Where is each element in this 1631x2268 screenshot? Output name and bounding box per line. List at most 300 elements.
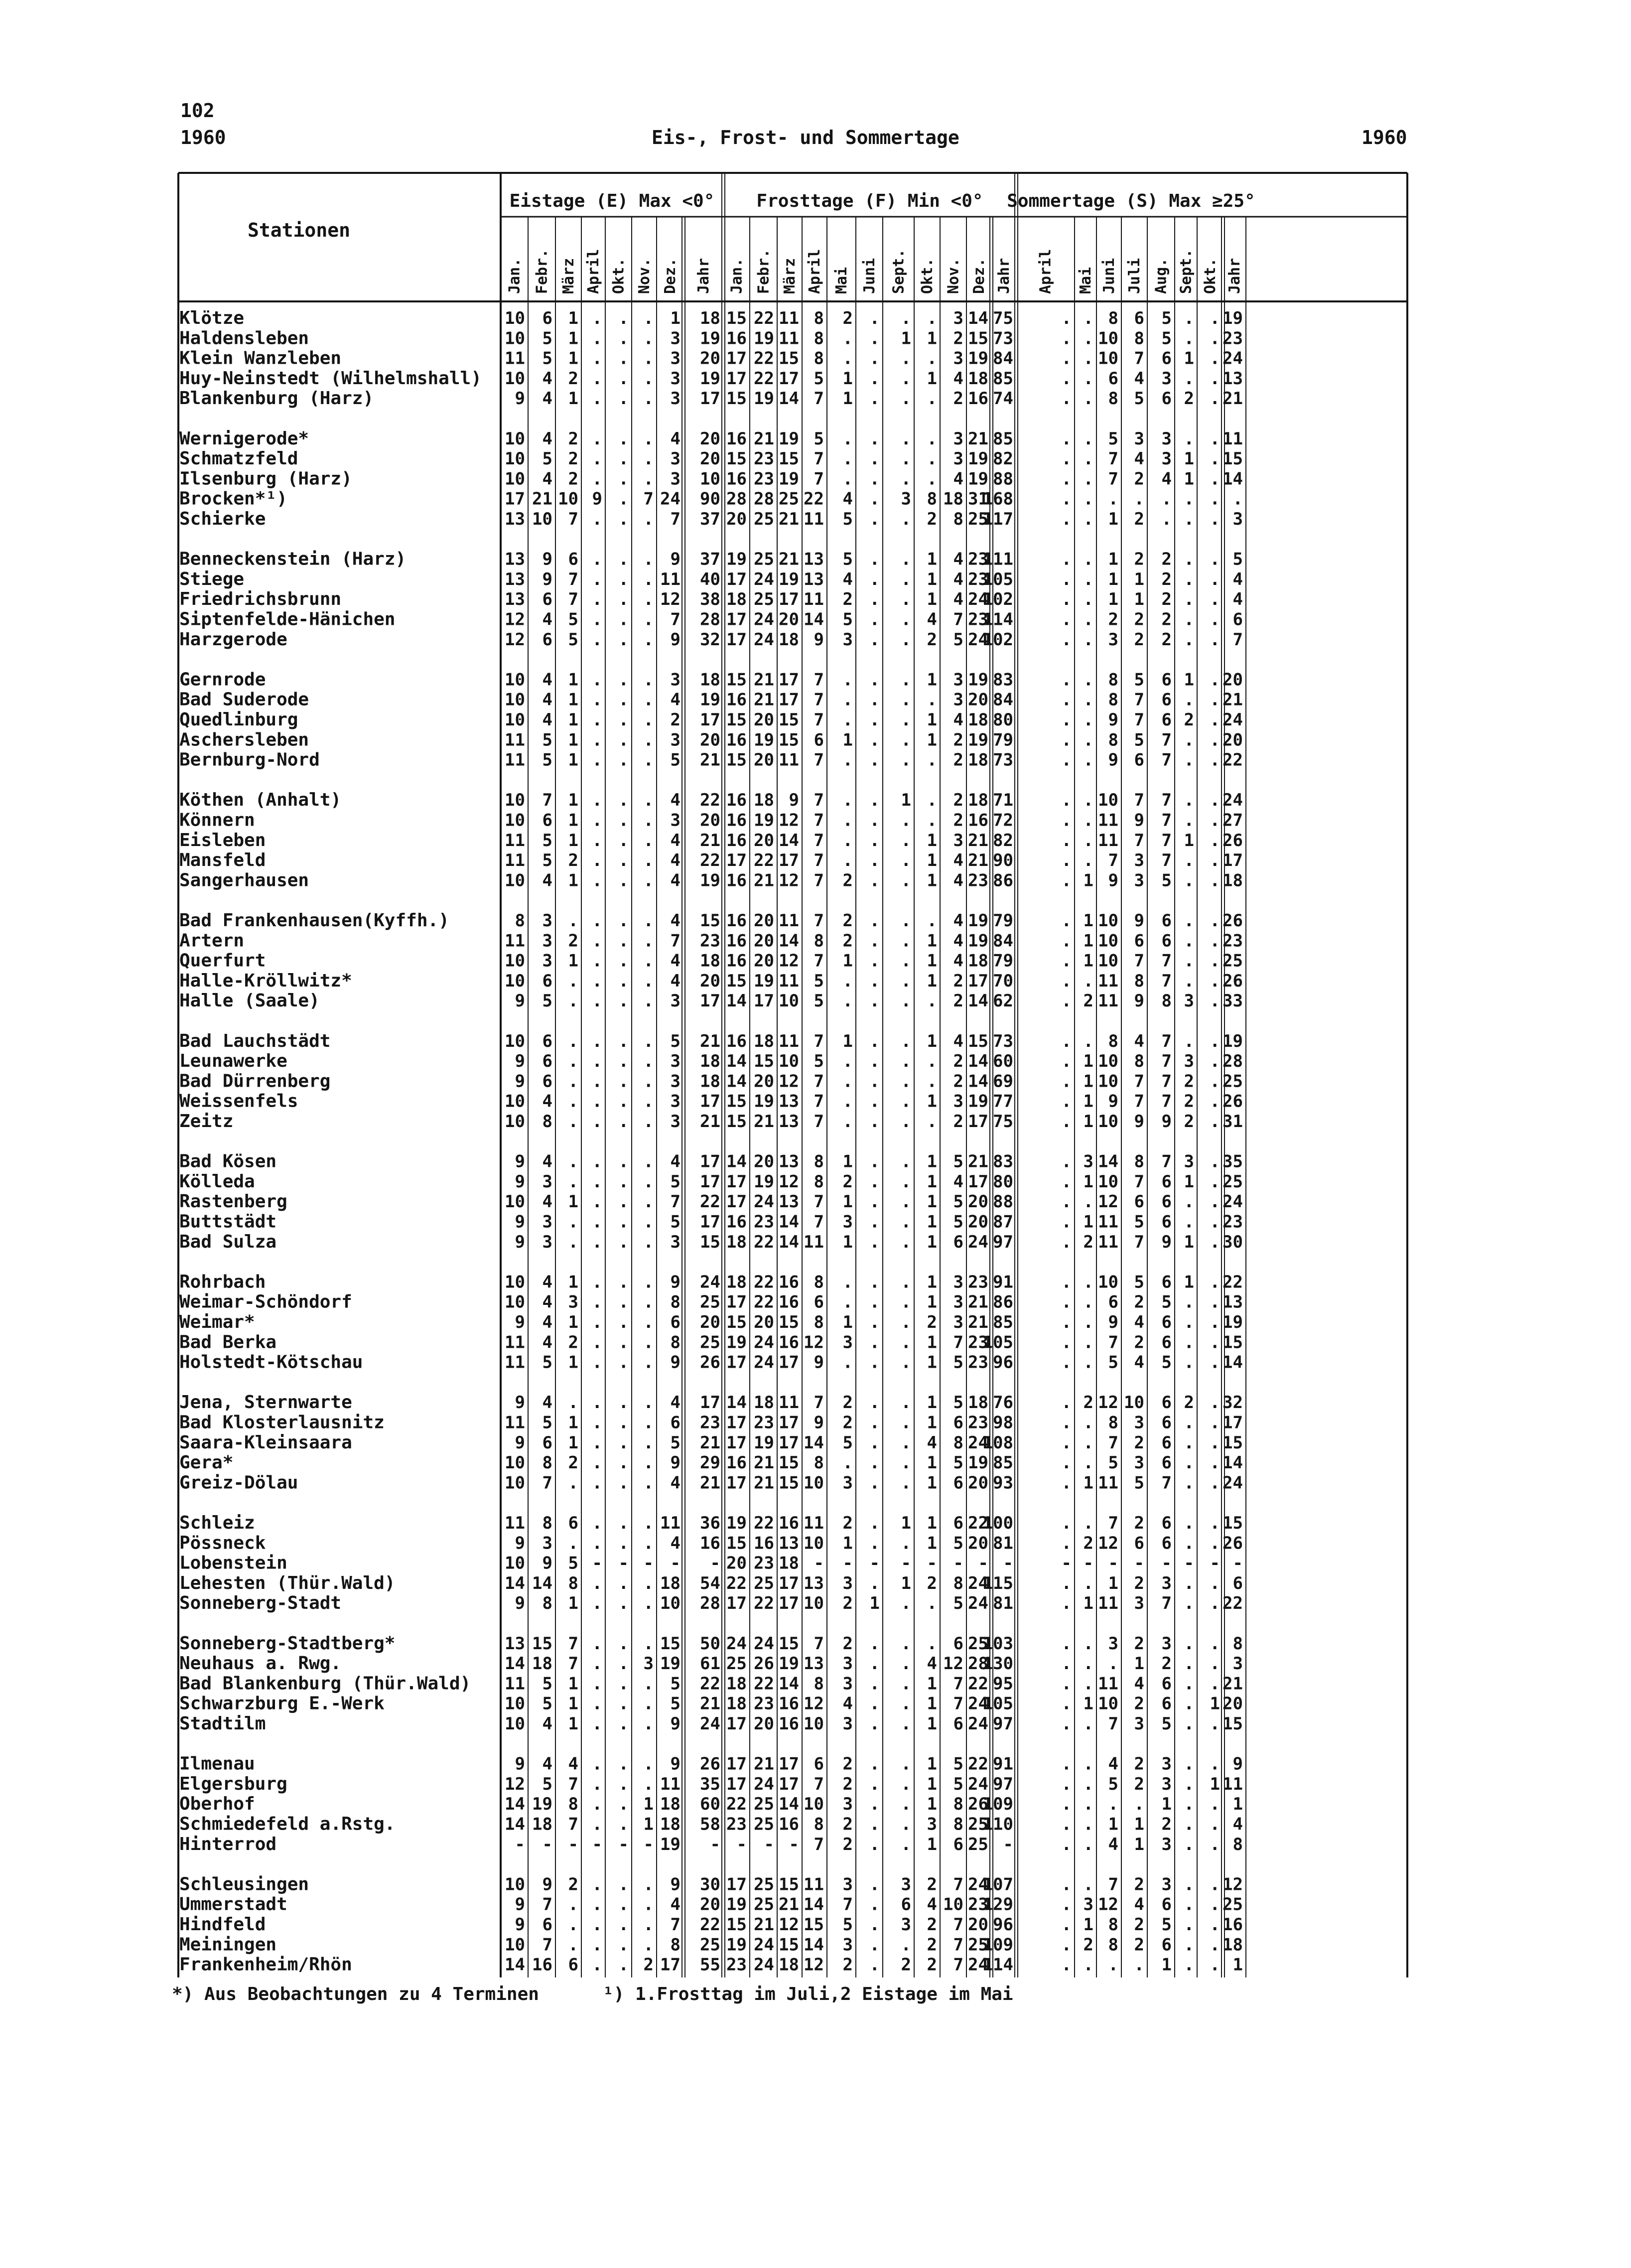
table-cell: 16 — [1223, 1915, 1243, 1935]
table-cell: 3 — [670, 1051, 680, 1072]
table-cell: 108 — [982, 1432, 1013, 1453]
table-cell: . — [869, 1814, 880, 1835]
table-cell: 4 — [1232, 569, 1243, 589]
table-cell: . — [618, 489, 629, 509]
table-cell: . — [1210, 810, 1220, 831]
table-cell: . — [1061, 1112, 1072, 1132]
table-cell: 8 — [568, 1573, 578, 1593]
table-cell: 1 — [927, 850, 937, 871]
table-cell: 17 — [726, 569, 747, 589]
table-cell: 6 — [542, 589, 552, 610]
table-cell: 5 — [1108, 1453, 1118, 1473]
table-cell: 7 — [542, 790, 552, 811]
table-cell: 54 — [700, 1573, 720, 1593]
table-cell: 2 — [1161, 1654, 1172, 1674]
table-cell: 23 — [968, 1894, 988, 1915]
table-cell: 71 — [993, 790, 1013, 811]
table-cell: . — [568, 1171, 578, 1192]
table-cell: 1 — [927, 1151, 937, 1172]
table-cell: 25 — [754, 1814, 774, 1835]
table-cell: . — [1083, 428, 1093, 449]
table-cell: 9 — [515, 1533, 525, 1554]
table-cell: 6 — [1161, 1894, 1172, 1915]
table-cell: 105 — [982, 1694, 1013, 1714]
table-cell: 2 — [1083, 1935, 1093, 1955]
table-cell: . — [643, 1633, 654, 1654]
table-cell: 3 — [1184, 1051, 1194, 1072]
table-cell: 1 — [1184, 670, 1194, 690]
table-cell: . — [842, 328, 853, 349]
month-header: Febr. — [533, 249, 551, 294]
table-cell: 27 — [1223, 810, 1243, 831]
table-cell: . — [901, 750, 911, 770]
table-cell: 17 — [779, 1432, 799, 1453]
table-cell: 12 — [779, 810, 799, 831]
table-cell: . — [869, 1714, 880, 1734]
table-cell: 4 — [1232, 1814, 1243, 1835]
table-cell: 1 — [1083, 1071, 1093, 1092]
table-cell: 7 — [1134, 1232, 1144, 1252]
table-cell: . — [1083, 1874, 1093, 1895]
table-cell: 1 — [927, 951, 937, 971]
table-cell: . — [1184, 810, 1194, 831]
table-cell: . — [592, 469, 602, 489]
table-cell: 1 — [927, 1834, 937, 1854]
table-cell: . — [869, 1232, 880, 1252]
table-cell: 1 — [568, 830, 578, 850]
table-cell: 10 — [505, 690, 525, 710]
table-cell: 23 — [754, 1413, 774, 1433]
table-cell: . — [568, 1112, 578, 1132]
table-cell: 24 — [968, 1573, 988, 1593]
table-cell: 9 — [515, 1212, 525, 1232]
table-cell: . — [869, 1955, 880, 1975]
table-cell: . — [1184, 589, 1194, 610]
group-header-3: Sommertage (S) Max ≥25° — [1007, 191, 1255, 211]
table-cell: 4 — [670, 971, 680, 991]
table-cell: 1 — [927, 1453, 937, 1473]
table-cell: 7 — [1161, 1091, 1172, 1112]
table-cell: 3 — [953, 449, 963, 469]
table-cell: 2 — [842, 1633, 853, 1654]
table-cell: . — [842, 790, 853, 811]
table-cell: 13 — [505, 1633, 525, 1654]
table-cell: 24 — [754, 569, 774, 589]
table-cell: 2 — [1134, 1432, 1144, 1453]
table-cell: . — [1184, 931, 1194, 951]
table-cell: 19 — [726, 1332, 747, 1353]
table-cell: 16 — [779, 1694, 799, 1714]
table-cell: . — [901, 1533, 911, 1554]
table-cell: 2 — [1184, 1071, 1194, 1092]
table-cell: 7 — [670, 609, 680, 630]
table-cell: 8 — [670, 1935, 680, 1955]
table-cell: . — [643, 1754, 654, 1774]
table-cell: 8 — [1108, 730, 1118, 750]
table-cell: 4 — [670, 690, 680, 710]
table-cell: 2 — [953, 328, 963, 349]
table-cell: . — [618, 1272, 629, 1292]
table-cell: 14 — [505, 1955, 525, 1975]
table-cell: . — [869, 1915, 880, 1935]
table-cell: . — [618, 348, 629, 369]
table-cell: 11 — [1098, 1473, 1118, 1493]
table-cell: . — [618, 1593, 629, 1614]
table-cell: 1 — [1184, 469, 1194, 489]
table-cell: 18 — [700, 1071, 720, 1092]
table-cell: 17 — [726, 1714, 747, 1734]
station-name: Pössneck — [179, 1533, 266, 1554]
table-cell: . — [1083, 1513, 1093, 1533]
table-cell: 14 — [804, 1894, 824, 1915]
table-cell: 20 — [754, 830, 774, 850]
station-name: Saara-Kleinsaara — [179, 1432, 352, 1453]
table-cell: 21 — [700, 1473, 720, 1493]
table-cell: 1 — [568, 870, 578, 891]
station-name: Bad Lauchstädt — [179, 1030, 331, 1051]
table-cell: 5 — [1134, 1473, 1144, 1493]
table-cell: 6 — [1161, 1192, 1172, 1212]
table-cell: . — [643, 991, 654, 1011]
table-cell: 96 — [993, 1352, 1013, 1373]
table-cell: 1 — [842, 1312, 853, 1332]
table-cell: 8 — [1108, 1413, 1118, 1433]
table-cell: 3 — [901, 1874, 911, 1895]
table-cell: . — [592, 1513, 602, 1533]
table-cell: . — [901, 549, 911, 569]
table-cell: 12 — [779, 1071, 799, 1092]
table-cell: 5 — [953, 629, 963, 650]
station-name: Quedlinburg — [179, 709, 298, 730]
table-cell: 20 — [754, 931, 774, 951]
table-cell: . — [1210, 931, 1220, 951]
table-cell: . — [869, 1212, 880, 1232]
table-cell: 23 — [700, 1413, 720, 1433]
table-cell: 24 — [968, 1432, 988, 1453]
table-cell: . — [592, 609, 602, 630]
table-cell: 28 — [968, 1654, 988, 1674]
table-cell: 24 — [968, 1593, 988, 1614]
table-cell: 3 — [542, 1533, 552, 1554]
table-cell: 117 — [982, 509, 1013, 529]
table-cell: 19 — [754, 730, 774, 750]
table-cell: 16 — [726, 870, 747, 891]
table-cell: 6 — [1161, 1935, 1172, 1955]
table-cell: 7 — [670, 1192, 680, 1212]
table-cell: 3 — [842, 1332, 853, 1353]
table-cell: . — [643, 1352, 654, 1373]
table-cell: . — [1061, 609, 1072, 630]
table-cell: . — [842, 830, 853, 850]
table-cell: 3 — [842, 1654, 853, 1674]
table-cell: 22 — [754, 1674, 774, 1694]
table-cell: . — [592, 549, 602, 569]
table-cell: . — [643, 790, 654, 811]
table-cell: . — [1210, 589, 1220, 610]
table-cell: . — [643, 449, 654, 469]
table-cell: 2 — [1134, 1774, 1144, 1794]
table-cell: . — [643, 1091, 654, 1112]
station-name: Weissenfels — [179, 1091, 298, 1112]
table-cell: 12 — [660, 589, 680, 610]
table-cell: . — [592, 790, 602, 811]
table-cell: 19 — [779, 1654, 799, 1674]
table-cell: . — [869, 368, 880, 389]
table-cell: 23 — [754, 449, 774, 469]
table-cell: 1 — [927, 1171, 937, 1192]
table-cell: 11 — [1223, 428, 1243, 449]
table-cell: 1 — [927, 1794, 937, 1815]
table-cell: 8 — [814, 1171, 824, 1192]
table-cell: 3 — [1184, 1151, 1194, 1172]
month-header: Febr. — [755, 249, 773, 294]
table-cell: 14 — [505, 1794, 525, 1815]
table-cell: 8 — [542, 1112, 552, 1132]
table-cell: . — [869, 830, 880, 850]
table-cell: 5 — [953, 1533, 963, 1554]
table-cell: . — [618, 629, 629, 650]
table-cell: . — [842, 428, 853, 449]
table-cell: 84 — [993, 690, 1013, 710]
table-cell: 20 — [754, 1312, 774, 1332]
table-cell: 28 — [754, 489, 774, 509]
group-header-1: Eistage (E) Max <0° — [509, 191, 715, 211]
table-cell: . — [1210, 1332, 1220, 1353]
table-cell: . — [901, 931, 911, 951]
table-cell: 1 — [1134, 1654, 1144, 1674]
table-cell: . — [592, 1432, 602, 1453]
table-cell: 9 — [515, 389, 525, 409]
table-cell: 7 — [670, 509, 680, 529]
table-cell: 76 — [993, 1393, 1013, 1413]
table-cell: . — [869, 1513, 880, 1533]
table-cell: . — [1061, 1874, 1072, 1895]
table-cell: . — [592, 1272, 602, 1292]
table-cell: . — [1061, 549, 1072, 569]
table-cell: 7 — [1161, 1051, 1172, 1072]
station-name: Blankenburg (Harz) — [179, 388, 374, 409]
table-cell: 97 — [993, 1714, 1013, 1734]
table-cell: 17 — [779, 1573, 799, 1593]
table-cell: 14 — [779, 1794, 799, 1815]
table-cell: . — [592, 1473, 602, 1493]
table-cell: 85 — [993, 1453, 1013, 1473]
table-cell: 3 — [670, 810, 680, 831]
table-cell: . — [842, 810, 853, 831]
table-cell: 1 — [901, 1573, 911, 1593]
month-header: Okt. — [1202, 258, 1219, 294]
table-cell: . — [901, 911, 911, 931]
table-cell: 60 — [993, 1051, 1013, 1072]
table-cell: 7 — [1134, 710, 1144, 730]
table-cell: 107 — [982, 1874, 1013, 1895]
table-cell: . — [1083, 348, 1093, 369]
table-cell: 11 — [660, 1774, 680, 1794]
table-cell: 17 — [1223, 850, 1243, 871]
table-cell: 2 — [842, 1513, 853, 1533]
table-cell: 7 — [568, 1654, 578, 1674]
table-cell: 4 — [542, 1192, 552, 1212]
table-cell: 14 — [779, 1212, 799, 1232]
table-cell: 17 — [726, 609, 747, 630]
table-cell: 31 — [968, 489, 988, 509]
table-cell: 10 — [1098, 1071, 1118, 1092]
table-cell: 1 — [927, 1212, 937, 1232]
table-cell: . — [901, 1593, 911, 1614]
table-cell: 1 — [568, 1272, 578, 1292]
table-cell: 25 — [968, 1935, 988, 1955]
station-name: Rastenberg — [179, 1191, 287, 1212]
table-cell: . — [901, 308, 911, 328]
table-cell: 7 — [814, 850, 824, 871]
table-cell: . — [1210, 1633, 1220, 1654]
table-cell: 15 — [726, 1312, 747, 1332]
table-cell: - — [710, 1834, 720, 1854]
table-cell: 2 — [568, 428, 578, 449]
table-cell: 11 — [804, 1874, 824, 1895]
table-cell: 3 — [1161, 449, 1172, 469]
table-cell: 3 — [842, 1674, 853, 1694]
table-cell: 11 — [505, 348, 525, 369]
table-cell: . — [592, 629, 602, 650]
table-cell: 6 — [953, 1633, 963, 1654]
table-cell: . — [1061, 1171, 1072, 1192]
table-cell: . — [1161, 489, 1172, 509]
table-cell: 2 — [568, 368, 578, 389]
month-header: Jahr — [1226, 258, 1243, 294]
table-cell: 4 — [670, 1473, 680, 1493]
table-cell: 9 — [814, 1413, 824, 1433]
table-cell: 4 — [670, 830, 680, 850]
table-cell: 6 — [1108, 368, 1118, 389]
table-cell: 60 — [700, 1794, 720, 1815]
table-cell: 11 — [804, 589, 824, 610]
table-cell: . — [592, 328, 602, 349]
table-cell: . — [568, 911, 578, 931]
year-left: 1960 — [180, 127, 226, 148]
table-cell: . — [927, 428, 937, 449]
table-cell: 4 — [953, 1171, 963, 1192]
station-name: Bad Blankenburg (Thür.Wald) — [179, 1673, 471, 1694]
table-cell: 1 — [568, 1694, 578, 1714]
table-cell: . — [643, 509, 654, 529]
table-cell: 4 — [1134, 1894, 1144, 1915]
table-cell: 5 — [1161, 1714, 1172, 1734]
table-cell: . — [1083, 850, 1093, 871]
table-cell: 20 — [968, 1915, 988, 1935]
table-cell: 15 — [779, 1453, 799, 1473]
table-cell: 18 — [779, 1553, 799, 1573]
table-cell: 2 — [568, 1332, 578, 1353]
table-cell: . — [869, 609, 880, 630]
table-cell: - — [1184, 1553, 1194, 1573]
station-name: Haldensleben — [179, 328, 309, 349]
table-cell: 7 — [568, 589, 578, 610]
table-cell: 1 — [927, 1393, 937, 1413]
table-cell: . — [618, 750, 629, 770]
table-cell: 36 — [700, 1513, 720, 1533]
table-cell: . — [643, 810, 654, 831]
table-cell: 2 — [842, 1774, 853, 1794]
table-cell: 24 — [1223, 1192, 1243, 1212]
table-cell: 17 — [726, 1292, 747, 1312]
table-cell: . — [1061, 1674, 1072, 1694]
table-cell: 2 — [1134, 1935, 1144, 1955]
table-cell: 8 — [1161, 991, 1172, 1011]
table-cell: . — [618, 1794, 629, 1815]
table-cell: 13 — [505, 549, 525, 569]
table-cell: . — [618, 670, 629, 690]
table-cell: 1 — [1184, 449, 1194, 469]
table-cell: 15 — [779, 449, 799, 469]
table-cell: 9 — [542, 1553, 552, 1573]
table-cell: . — [1061, 589, 1072, 610]
table-cell: 11 — [660, 569, 680, 589]
table-cell: 18 — [660, 1794, 680, 1815]
table-cell: . — [1061, 389, 1072, 409]
table-cell: . — [618, 1432, 629, 1453]
table-cell: 20 — [1223, 670, 1243, 690]
table-cell: 1 — [568, 1674, 578, 1694]
table-cell: 2 — [1184, 710, 1194, 730]
table-cell: 102 — [982, 629, 1013, 650]
table-cell: . — [1184, 1935, 1194, 1955]
table-cell: 10 — [943, 1894, 963, 1915]
table-cell: . — [1210, 1794, 1220, 1815]
table-cell: 7 — [814, 1192, 824, 1212]
table-cell: 9 — [1134, 810, 1144, 831]
table-cell: . — [592, 569, 602, 589]
table-cell: 1 — [927, 1232, 937, 1252]
table-cell: 2 — [842, 1593, 853, 1614]
table-cell: 19 — [754, 389, 774, 409]
table-cell: . — [927, 810, 937, 831]
table-cell: 86 — [993, 1292, 1013, 1312]
table-cell: 18 — [968, 1393, 988, 1413]
table-cell: 19 — [754, 971, 774, 991]
table-cell: . — [1061, 1292, 1072, 1312]
table-cell: 3 — [670, 1091, 680, 1112]
table-cell: 24 — [754, 1192, 774, 1212]
month-header: Juli — [1126, 258, 1143, 294]
table-cell: . — [592, 830, 602, 850]
table-cell: . — [869, 1794, 880, 1815]
table-cell: . — [618, 1774, 629, 1794]
table-cell: . — [618, 870, 629, 891]
table-cell: 21 — [754, 1473, 774, 1493]
table-cell: . — [643, 629, 654, 650]
table-cell: 2 — [842, 870, 853, 891]
table-cell: . — [643, 1031, 654, 1051]
table-cell: 7 — [1161, 1151, 1172, 1172]
table-cell: . — [1083, 1774, 1093, 1794]
table-cell: . — [618, 1955, 629, 1975]
table-cell: 9 — [1134, 911, 1144, 931]
station-name: Schleiz — [179, 1513, 255, 1533]
table-cell: 1 — [568, 730, 578, 750]
table-cell: . — [901, 1432, 911, 1453]
table-cell: . — [1108, 1955, 1118, 1975]
table-cell: 1 — [927, 1774, 937, 1794]
table-cell: . — [643, 328, 654, 349]
table-cell: . — [618, 449, 629, 469]
table-cell: 3 — [842, 1212, 853, 1232]
table-cell: 5 — [1161, 1915, 1172, 1935]
table-cell: . — [1083, 569, 1093, 589]
table-cell: 90 — [993, 850, 1013, 871]
table-cell: . — [1210, 308, 1220, 328]
table-cell: 17 — [700, 1171, 720, 1192]
